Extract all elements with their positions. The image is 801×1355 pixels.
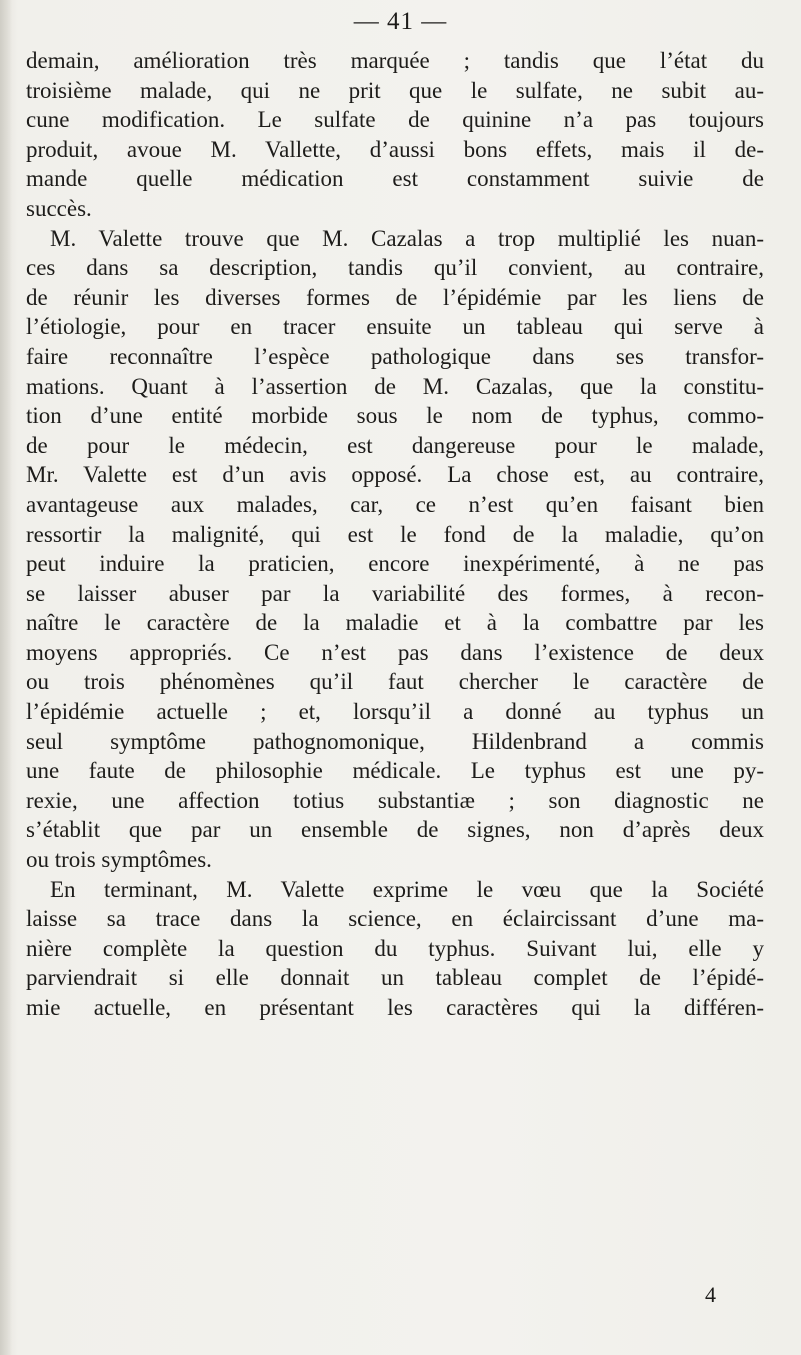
- page-binding-shadow: [0, 0, 12, 1355]
- text-line: mande quelle médication est constamment suivie de: [26, 166, 764, 192]
- text-line: moyens appropriés. Ce n’est pas dans l’existence de deux: [26, 639, 764, 665]
- text-line: succès.: [26, 195, 92, 221]
- text-line: mie actuelle, en présentant les caractères qui la différen-: [26, 995, 764, 1020]
- text-line: laisse sa trace dans la science, en éclaircissant d’une ma-: [26, 906, 764, 932]
- text-line: avantageuse aux malades, car, ce n’est qu’en faisant bien: [26, 491, 764, 517]
- text-line: demain, amélioration très marquée ; tandis que l’état du: [26, 48, 764, 73]
- text-line: se laisser abuser par la variabilité des formes, à recon-: [26, 580, 764, 606]
- text-line: ou trois symptômes.: [26, 847, 212, 873]
- text-line: tion d’une entité morbide sous le nom de typhus, commo-: [26, 403, 764, 429]
- text-line: de pour le médecin, est dangereuse pour le malade,: [26, 432, 764, 458]
- text-line: de réunir les diverses formes de l’épidémie par les liens de: [26, 284, 764, 310]
- text-line: faire reconnaître l’espèce pathologique dans ses transfor-: [26, 343, 764, 369]
- text-line: parviendrait si elle donnait un tableau complet de l’épidé-: [26, 965, 764, 991]
- text-line: naître le caractère de la maladie et à la combattre par les: [26, 610, 764, 636]
- text-line: produit, avoue M. Vallette, d’aussi bons effets, mais il de-: [26, 136, 764, 162]
- text-line: M. Valette trouve que M. Cazalas a trop multiplié les nuan-: [50, 225, 764, 251]
- text-line: ressortir la malignité, qui est le fond de la maladie, qu’on: [26, 521, 764, 547]
- text-line: cune modification. Le sulfate de quinine n’a pas toujours: [26, 107, 764, 133]
- text-line: une faute de philosophie médicale. Le typhus est une py-: [26, 758, 764, 784]
- text-line: rexie, une affection totius substantiæ ; son diagnostic ne: [26, 787, 764, 813]
- text-line: mations. Quant à l’assertion de M. Cazalas, que la constitu-: [26, 373, 764, 399]
- text-line: ou trois phénomènes qu’il faut chercher le caractère de: [26, 669, 764, 695]
- signature-mark: 4: [705, 1282, 716, 1307]
- text-line: troisième malade, qui ne prit que le sulfate, ne subit au-: [26, 77, 764, 103]
- text-line: seul symptôme pathognomonique, Hildenbrand a commis: [26, 728, 764, 754]
- text-line: Mr. Valette est d’un avis opposé. La chose est, au contraire,: [26, 462, 764, 488]
- text-line: En terminant, M. Valette exprime le vœu que la Société: [50, 876, 764, 902]
- text-line: l’étiologie, pour en tracer ensuite un tableau qui serve à: [26, 314, 764, 340]
- text-line: s’établit que par un ensemble de signes, non d’après deux: [26, 817, 764, 843]
- body-text: [26, 46, 764, 1023]
- text-line: l’épidémie actuelle ; et, lorsqu’il a donné au typhus un: [26, 699, 764, 725]
- page-number: — 41 —: [353, 8, 448, 35]
- text-line: ces dans sa description, tandis qu’il convient, au contraire,: [26, 255, 764, 281]
- text-line: nière complète la question du typhus. Suivant lui, elle y: [26, 935, 764, 961]
- text-line: peut induire la praticien, encore inexpérimenté, à ne pas: [26, 551, 764, 577]
